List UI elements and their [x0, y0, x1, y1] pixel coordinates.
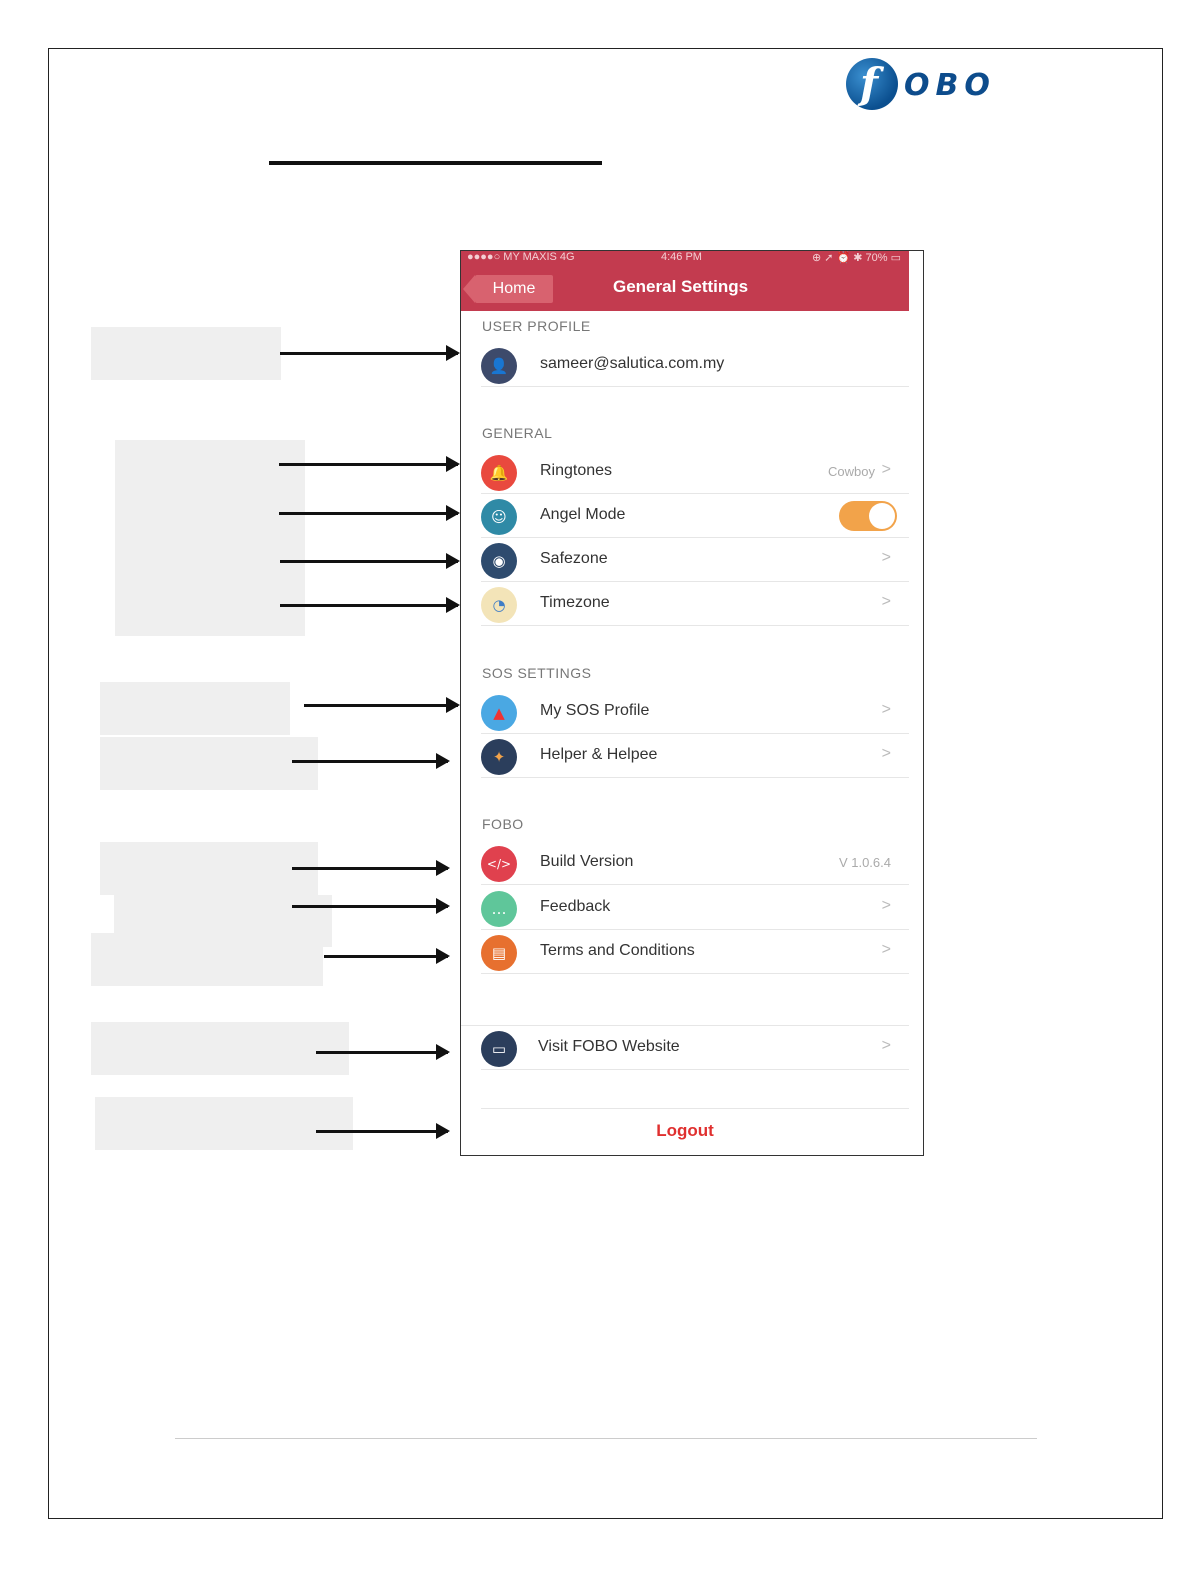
chevron-right-icon: > [881, 745, 891, 762]
fobo-logo [846, 58, 1016, 114]
divider [481, 777, 909, 778]
chevron-right-icon: > [881, 897, 891, 914]
section-general: GENERAL [482, 425, 553, 441]
arrow [316, 1051, 448, 1054]
arrow [280, 352, 458, 355]
row-label: Terms and Conditions [540, 942, 695, 959]
arrow [316, 1130, 448, 1133]
chevron-right-icon: > [881, 701, 891, 718]
row-visit-website[interactable] [461, 1025, 909, 1070]
code-icon: </> [481, 846, 517, 882]
bell-icon: 🔔 [481, 455, 517, 491]
row-feedback[interactable] [461, 886, 909, 930]
row-terms[interactable] [461, 930, 909, 974]
arrow [279, 512, 458, 515]
label-box [91, 1022, 349, 1075]
siren-icon: ▲ [481, 695, 517, 731]
navigation-bar [461, 251, 909, 311]
label-box [100, 842, 318, 895]
label-box [91, 327, 281, 380]
row-label: Feedback [540, 898, 611, 915]
label-box [95, 1097, 353, 1150]
status-indicators: ⊕ ➚ ⏰ ✱ 70% ▭ [811, 252, 901, 264]
logo-text: OBO [904, 68, 996, 103]
angel-icon: ☺ [481, 499, 517, 535]
divider [481, 973, 909, 974]
label-box [100, 682, 290, 735]
label-box [100, 737, 318, 790]
title-underline [269, 161, 602, 165]
chevron-right-icon: > [881, 593, 891, 610]
row-label: My SOS Profile [540, 702, 650, 719]
divider [481, 1108, 909, 1109]
arrow [304, 704, 458, 707]
helper-icon: ✦ [481, 739, 517, 775]
ringtone-value: Cowboy [828, 464, 875, 479]
section-user-profile: USER PROFILE [482, 318, 591, 334]
angel-mode-toggle[interactable] [839, 501, 897, 531]
divider [481, 884, 909, 885]
row-timezone[interactable] [461, 582, 909, 626]
clock-icon: ◔ [481, 587, 517, 623]
arrow [279, 463, 458, 466]
row-build-version [461, 841, 909, 885]
chevron-right-icon: > [881, 549, 891, 566]
divider [481, 1069, 909, 1070]
divider [481, 386, 909, 387]
row-label: Ringtones [540, 462, 613, 479]
build-version-value: V 1.0.6.4 [838, 855, 891, 870]
row-user-profile[interactable] [461, 343, 909, 387]
chat-icon: … [481, 891, 517, 927]
row-helper-helpee[interactable] [461, 734, 909, 778]
page-title: General Settings [613, 277, 749, 296]
arrow [280, 604, 458, 607]
row-label: Build Version [540, 853, 634, 870]
phone-screenshot [460, 250, 924, 1156]
chevron-right-icon: > [881, 461, 891, 478]
row-angel-mode [461, 494, 909, 538]
label-box [91, 933, 323, 986]
chevron-right-icon: > [881, 941, 891, 958]
logout-button[interactable]: Logout [656, 1121, 714, 1140]
row-label: Safezone [540, 550, 608, 567]
row-label: Angel Mode [540, 506, 626, 523]
status-carrier: ●●●●○ MY MAXIS 4G [467, 251, 575, 263]
logo-letter: f [860, 59, 879, 108]
arrow [292, 760, 448, 763]
row-ringtones[interactable] [461, 450, 909, 494]
footer-rule [175, 1438, 1037, 1439]
arrow [324, 955, 448, 958]
arrow [292, 867, 448, 870]
arrow [280, 560, 458, 563]
row-safezone[interactable] [461, 538, 909, 582]
browser-icon: ▭ [481, 1031, 517, 1067]
chevron-right-icon: > [881, 1037, 891, 1054]
section-sos-settings: SOS SETTINGS [482, 665, 592, 681]
row-sos-profile[interactable] [461, 690, 909, 734]
label-box [115, 440, 305, 636]
user-icon: 👤 [481, 348, 517, 384]
status-time: 4:46 PM [661, 251, 702, 263]
row-label: Helper & Helpee [540, 746, 658, 763]
map-pin-icon: ◉ [481, 543, 517, 579]
section-fobo: FOBO [482, 816, 524, 832]
arrow [292, 905, 448, 908]
row-label: Timezone [540, 594, 610, 611]
row-label: Visit FOBO Website [538, 1038, 680, 1055]
document-icon: ▤ [481, 935, 517, 971]
divider [481, 625, 909, 626]
row-label: sameer@salutica.com.my [540, 355, 725, 372]
home-back-button[interactable]: Home [475, 275, 553, 303]
